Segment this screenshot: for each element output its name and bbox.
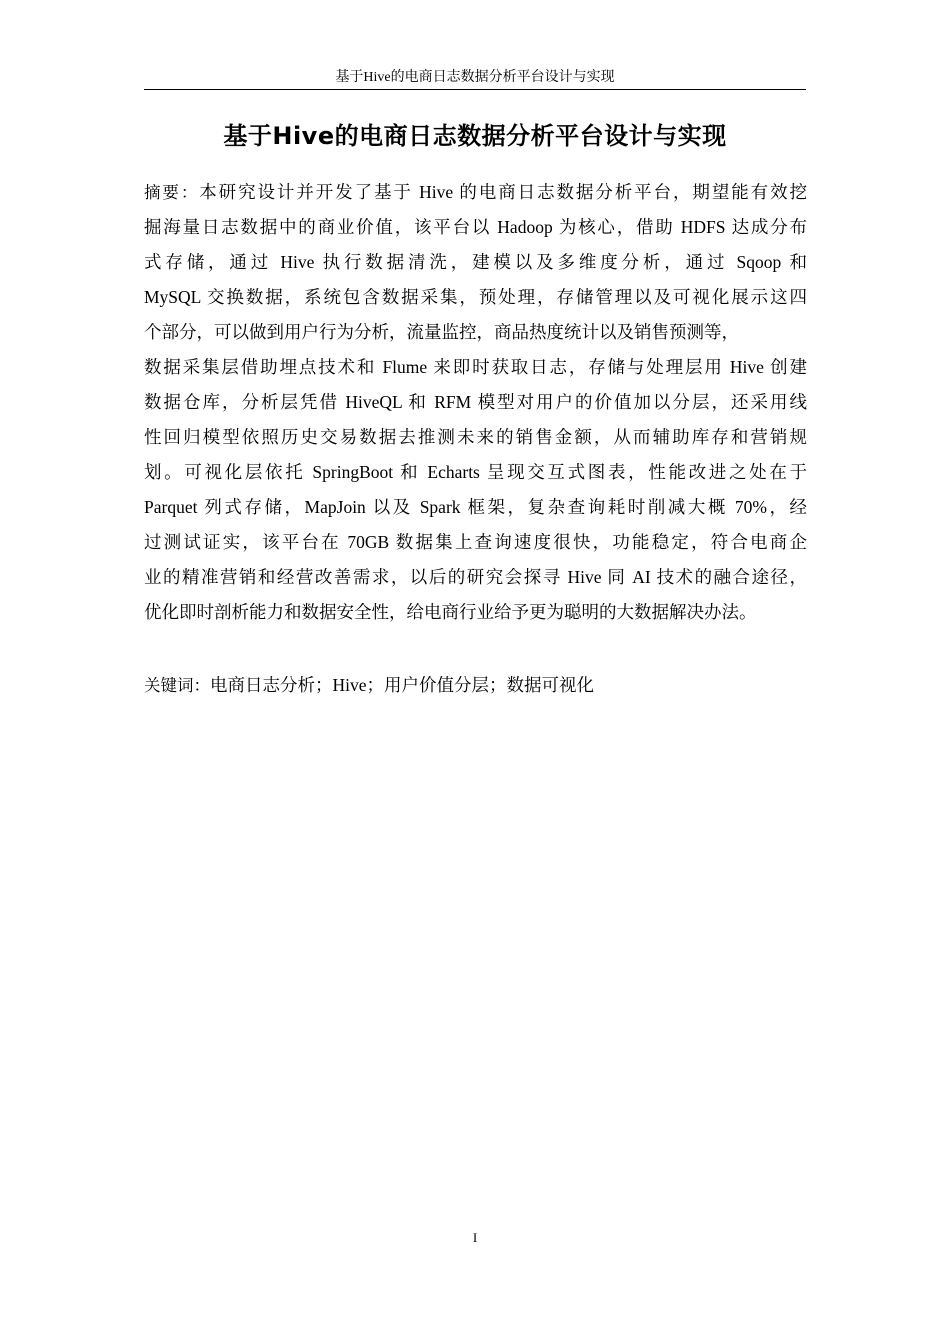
abstract-line: 划。可视化层依托 SpringBoot 和 Echarts 呈现交互式图表，性能改进之处在于 — [144, 462, 807, 482]
abstract-label: 摘要： — [144, 183, 200, 202]
abstract-line: MySQL 交换数据，系统包含数据采集，预处理，存储管理以及可视化展示这四 — [144, 287, 807, 307]
abstract-line: 掘海量日志数据中的商业价值，该平台以 Hadoop 为核心，借助 HDFS 达成分布 — [144, 217, 807, 237]
abstract-line: Parquet 列式存储，MapJoin 以及 Spark 框架，复杂查询耗时削减大概 70%，经 — [144, 497, 807, 517]
abstract-line: 业的精准营销和经营改善需求，以后的研究会探寻 Hive 同 AI 技术的融合途径， — [144, 567, 807, 587]
keywords-text: 电商日志分析；Hive；用户价值分层；数据可视化 — [210, 675, 595, 695]
abstract-section — [144, 175, 807, 630]
abstract-line: 个部分，可以做到用户行为分析，流量监控，商品热度统计以及销售预测等， — [144, 322, 739, 342]
abstract-line: 性回归模型依照历史交易数据去推测未来的销售金额，从而辅助库存和营销规 — [144, 427, 807, 447]
document-title: 基于Hive的电商日志数据分析平台设计与实现 — [223, 122, 727, 150]
page-number: I — [472, 1230, 478, 1245]
abstract-line: 过测试证实，该平台在 70GB 数据集上查询速度很快，功能稳定，符合电商企 — [144, 532, 807, 552]
keywords-section — [144, 668, 807, 703]
page-header — [144, 68, 806, 90]
abstract-line: 数据采集层借助埋点技术和 Flume 来即时获取日志，存储与处理层用 Hive 创建 — [144, 357, 807, 377]
abstract-line: 优化即时剖析能力和数据安全性，给电商行业给予更为聪明的大数据解决办法。 — [144, 602, 757, 622]
abstract-line — [144, 175, 807, 210]
running-title: 基于Hive的电商日志数据分析平台设计与实现 — [335, 70, 615, 85]
keywords-label: 关键词： — [144, 676, 210, 695]
abstract-text: 本研究设计并开发了基于 Hive 的电商日志数据分析平台，期望能有效挖 — [199, 182, 808, 202]
abstract-line: 式存储，通过 Hive 执行数据清洗，建模以及多维度分析，通过 Sqoop 和 — [144, 252, 807, 272]
abstract-line: 数据仓库，分析层凭借 HiveQL 和 RFM 模型对用户的价值加以分层，还采用线 — [144, 392, 807, 412]
